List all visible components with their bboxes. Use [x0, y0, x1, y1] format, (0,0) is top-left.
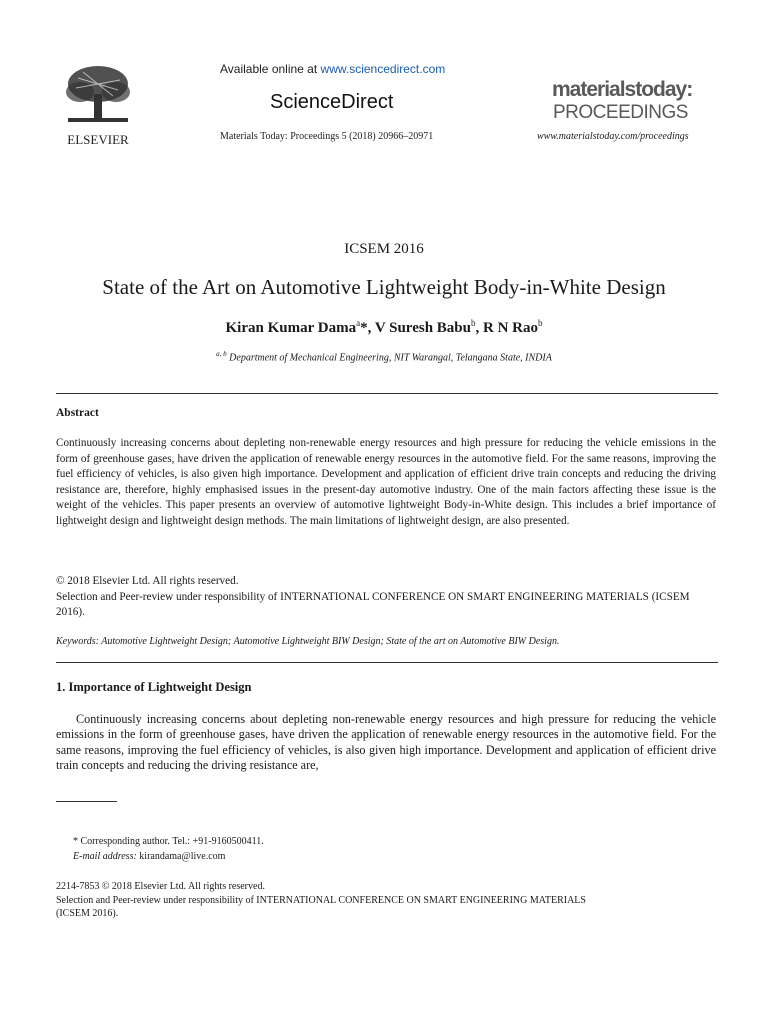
author-affiliation-mark: b	[537, 318, 543, 328]
author-email: E-mail address: kirandama@live.com	[73, 851, 226, 862]
author-affiliation-mark: b	[470, 318, 476, 328]
abstract-bottom-rule	[56, 662, 718, 663]
abstract-heading: Abstract	[56, 407, 99, 419]
conference-name: ICSEM 2016	[344, 241, 424, 257]
issn-notice: 2214-7853 © 2018 Elsevier Ltd. All rights reserved. Selection and Peer-review under responsibility of INTERNATIONAL CONFERENCE ON SMART ENGINEERING MATERIALS (ICSEM 2016).	[56, 881, 586, 919]
svg-text:ELSEVIER: ELSEVIER	[67, 132, 129, 147]
author-list: Kiran Kumar Dama$^a$*, V Suresh Babu$^b$, R N Rao$^b$	[225, 318, 543, 336]
elsevier-logo	[58, 60, 138, 148]
abstract-body: Continuously increasing concerns about depleting non-renewable energy resources and high pressure for reducing the vehicle emissions in the form of greenhouse gases, have driven the application of renewable energy resources in the automotive field. For the same reasons, improving the fuel efficiency of vehicles, is also given high importance. Development and application of efficient drive train concepts and reducing the driving resistance are, therefore, highly emphasised issues in the present-day automotive industry. One of the main factors affecting these issue is the weight of the vehicles. This paper presents an overview of automotive lightweight Body-in-White design. This includes a brief importance of lightweight design and lightweight design methods. The main limitations of lightweight design, are also presented.	[56, 437, 716, 527]
journal-reference: Materials Today: Proceedings 5 (2018) 20966–20971	[220, 131, 434, 142]
keywords: Keywords: Automotive Lightweight Design; Automotive Lightweight BIW Design; State of the art on Automotive BIW Design.	[56, 636, 560, 647]
section-heading: 1. Importance of Lightweight Design	[56, 680, 252, 694]
author-affiliation-mark: a	[356, 318, 361, 328]
materials-today-logo	[550, 76, 715, 122]
footnote-rule	[56, 801, 117, 802]
svg-text:materialstoday:: materialstoday:	[552, 78, 693, 101]
section-body: Continuously increasing concerns about depleting non-renewable energy resources and high pressure for reducing the vehicle emissions in the form of greenhouse gases, have driven the application of renewable energy resources in the automotive field. For the same reasons, improving the fuel efficiency of vehicles, is also given high importance. Development and application of efficient drive train concepts and reducing the driving resistance are,	[56, 712, 716, 773]
sciencedirect-link[interactable]: www.sciencedirect.com	[320, 62, 446, 76]
paper-title: State of the Art on Automotive Lightweight Body-in-White Design	[102, 275, 666, 299]
author-name: R N Rao	[482, 320, 538, 336]
affiliation: $^{a, b}$ Department of Mechanical Engineering, NIT Warangal, Telangana State, INDIA	[216, 350, 552, 364]
available-online-line: Available online at www.sciencedirect.com	[220, 62, 446, 76]
svg-text:PROCEEDINGS: PROCEEDINGS	[553, 102, 688, 122]
author-name: V Suresh Babu	[374, 320, 471, 336]
email-link[interactable]: kirandama@live.com	[136, 851, 226, 862]
corresponding-author: * Corresponding author. Tel.: +91-9160500411.	[73, 836, 264, 847]
copyright-notice: © 2018 Elsevier Ltd. All rights reserved. Selection and Peer-review under responsibility of INTERNATIONAL CONFERENCE ON SMART ENGINEERING MATERIALS (ICSEM 2016).	[56, 575, 690, 619]
sciencedirect-wordmark: ScienceDirect	[270, 91, 394, 113]
abstract-top-rule	[56, 393, 718, 394]
proceedings-url[interactable]: www.materialstoday.com/proceedings	[537, 131, 689, 142]
author-name: Kiran Kumar Dama	[225, 320, 357, 336]
